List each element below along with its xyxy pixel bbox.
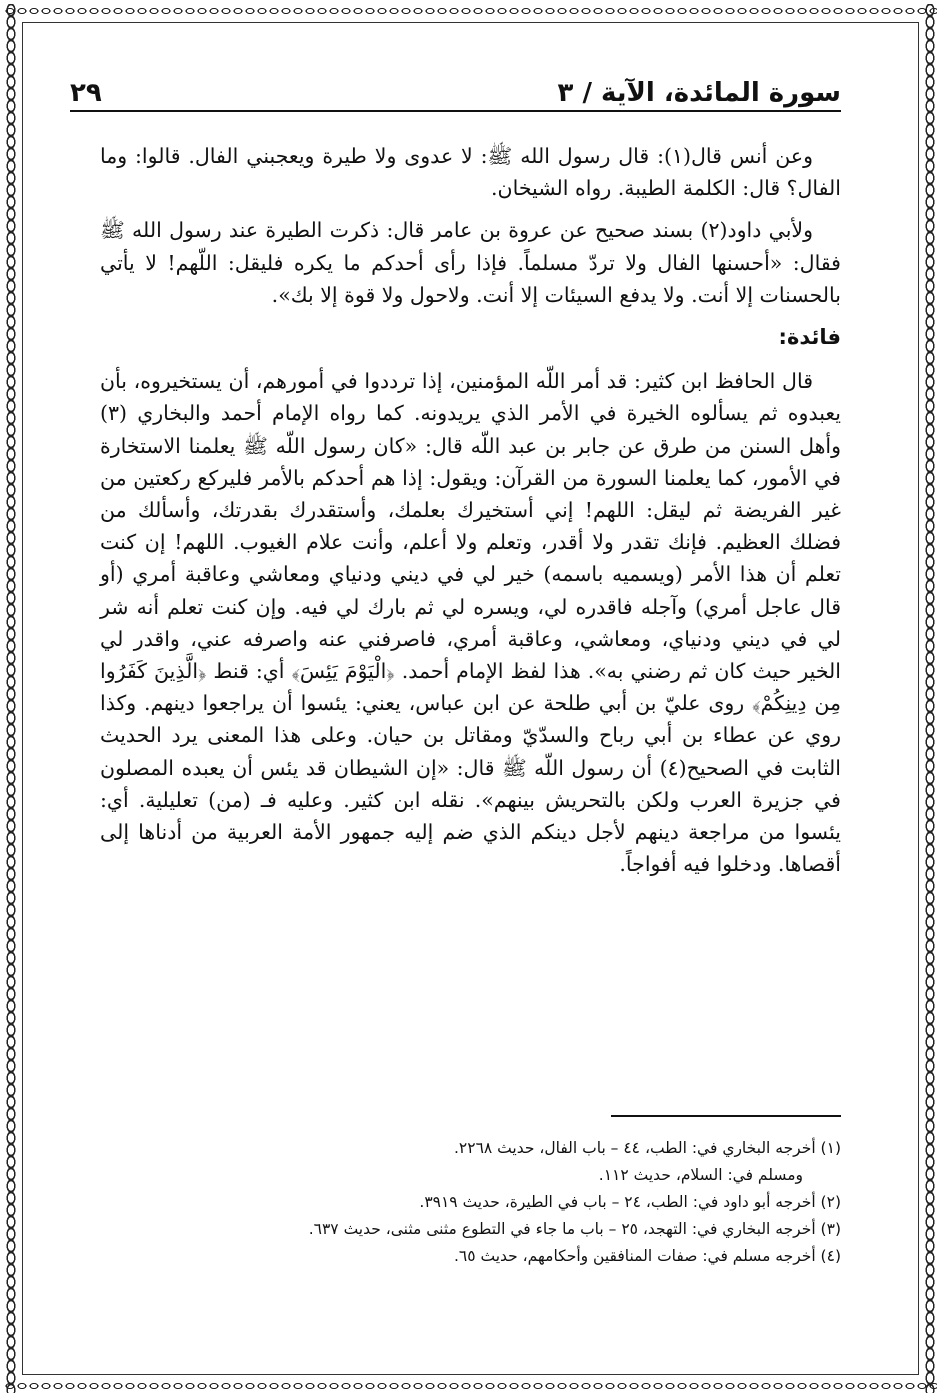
running-head: سورة المائدة، الآية / ٣ <box>557 78 841 108</box>
page-border-left <box>2 4 20 1393</box>
footnotes <box>100 1135 841 1270</box>
paragraph-anas: وعن أنس قال(١): قال رسول الله ﷺ: لا عدوى ولا طيرة ويعجبني الفال. قالوا: وما الفال؟ قال: الكلمة الطيبة. رواه الشيخان. <box>100 144 841 201</box>
footnote-3: (٣) أخرجه البخاري في: التهجد، ٢٥ – باب ما جاء في التطوع مثنى مثنى، حديث ٦٣٧. <box>308 1220 841 1238</box>
main-text <box>100 140 841 890</box>
page-border-bottom <box>4 1377 937 1395</box>
page-border-top <box>4 2 937 20</box>
paragraph-ibn-kathir: قال الحافظ ابن كثير: قد أمر اللّه المؤمنين، إذا ترددوا في أمورهم، أن يستخيروه، بأن يعبدوه ثم يسألوه الخيرة في الأمر الذي يريدونه. كما رواه الإمام أحمد والبخاري (٣) وأهل السنن من طرق عن جابر بن عبد اللّه قال: «كان رسول اللّه ﷺ يعلمنا الاستخارة في الأمور، كما يعلمنا السورة من القرآن: ويقول: إذا هم أحدكم بالأمر فليركع ركعتين من غير الفريضة ثم ليقل: اللهم! إني أستخيرك بعلمك، وأستقدرك بقدرتك، وأسألك من فضلك العظيم. فإنك تقدر ولا أقدر، وتعلم ولا أعلم، وأنت علام الغيوب. اللهم! إن كنت تعلم أن هذا الأمر (ويسميه باسمه) خير لي في ديني ودنياي ومعاشي وعاقبة أمري (أو قال عاجل أمري) وآجله فاقدره لي، ويسره لي ثم بارك لي فيه. وإن كنت تعلم أنه شر لي في ديني ودنياي، ومعاشي، وعاقبة أمري، فاصرفني عنه واصرفه عني، واقدر لي الخير حيث كان ثم رضني به». هذا لفظ الإمام أحمد. ﴿الْيَوْمَ يَئِسَ﴾ أي: قنط ﴿الَّذِينَ كَفَرُوا مِن دِينِكُمْ﴾ روى عليّ بن أبي طلحة عن ابن عباس، يعني: يئسوا أن يراجعوا دينهم. وكذا روي عن عطاء بن أبي رباح والسدّيّ ومقاتل بن حيان. وعلى هذا المعنى يرد الحديث الثابت في الصحيح(٤) أن رسول اللّه ﷺ قال: «إن الشيطان قد يئس أن يعبده المصلون في جزيرة العرب ولكن بالتحريش بينهم». نقله ابن كثير. وعليه فـ (من) تعليلية. أي: يئسوا من مراجعة دينهم لأجل دينكم الذي ضم إليه جمهور الأمة العربية من أدناها إلى أقصاها. ودخلوا فيه أفواجاً. <box>100 369 841 877</box>
page-border-right <box>921 4 939 1393</box>
header-rule <box>70 110 841 112</box>
footnote-rule <box>611 1115 841 1117</box>
page-number: ٢٩ <box>70 78 102 108</box>
section-heading: فائدة: <box>778 325 841 350</box>
paragraph-abu-dawud: ولأبي داود(٢) بسند صحيح عن عروة بن عامر قال: ذكرت الطيرة عند رسول الله ﷺ فقال: «أحسنها الفال ولا تردّ مسلماً. فإذا رأى أحدكم ما يكره فليقل: اللّهم! لا يأتي بالحسنات إلا أنت. ولا يدفع السيئات إلا أنت. ولاحول ولا قوة إلا بك». <box>100 218 841 307</box>
footnote-1: (١) أخرجه البخاري في: الطب، ٤٤ – باب الفال، حديث ٢٢٦٨. <box>453 1139 841 1157</box>
page-header <box>70 68 841 108</box>
footnote-4: (٤) أخرجه مسلم في: صفات المنافقين وأحكامهم، حديث ٦٥. <box>453 1247 841 1265</box>
footnote-1-continued: ومسلم في: السلام، حديث ١١٢. <box>598 1166 803 1184</box>
footnote-2: (٢) أخرجه أبو داود في: الطب، ٢٤ – باب في الطيرة، حديث ٣٩١٩. <box>419 1193 841 1211</box>
